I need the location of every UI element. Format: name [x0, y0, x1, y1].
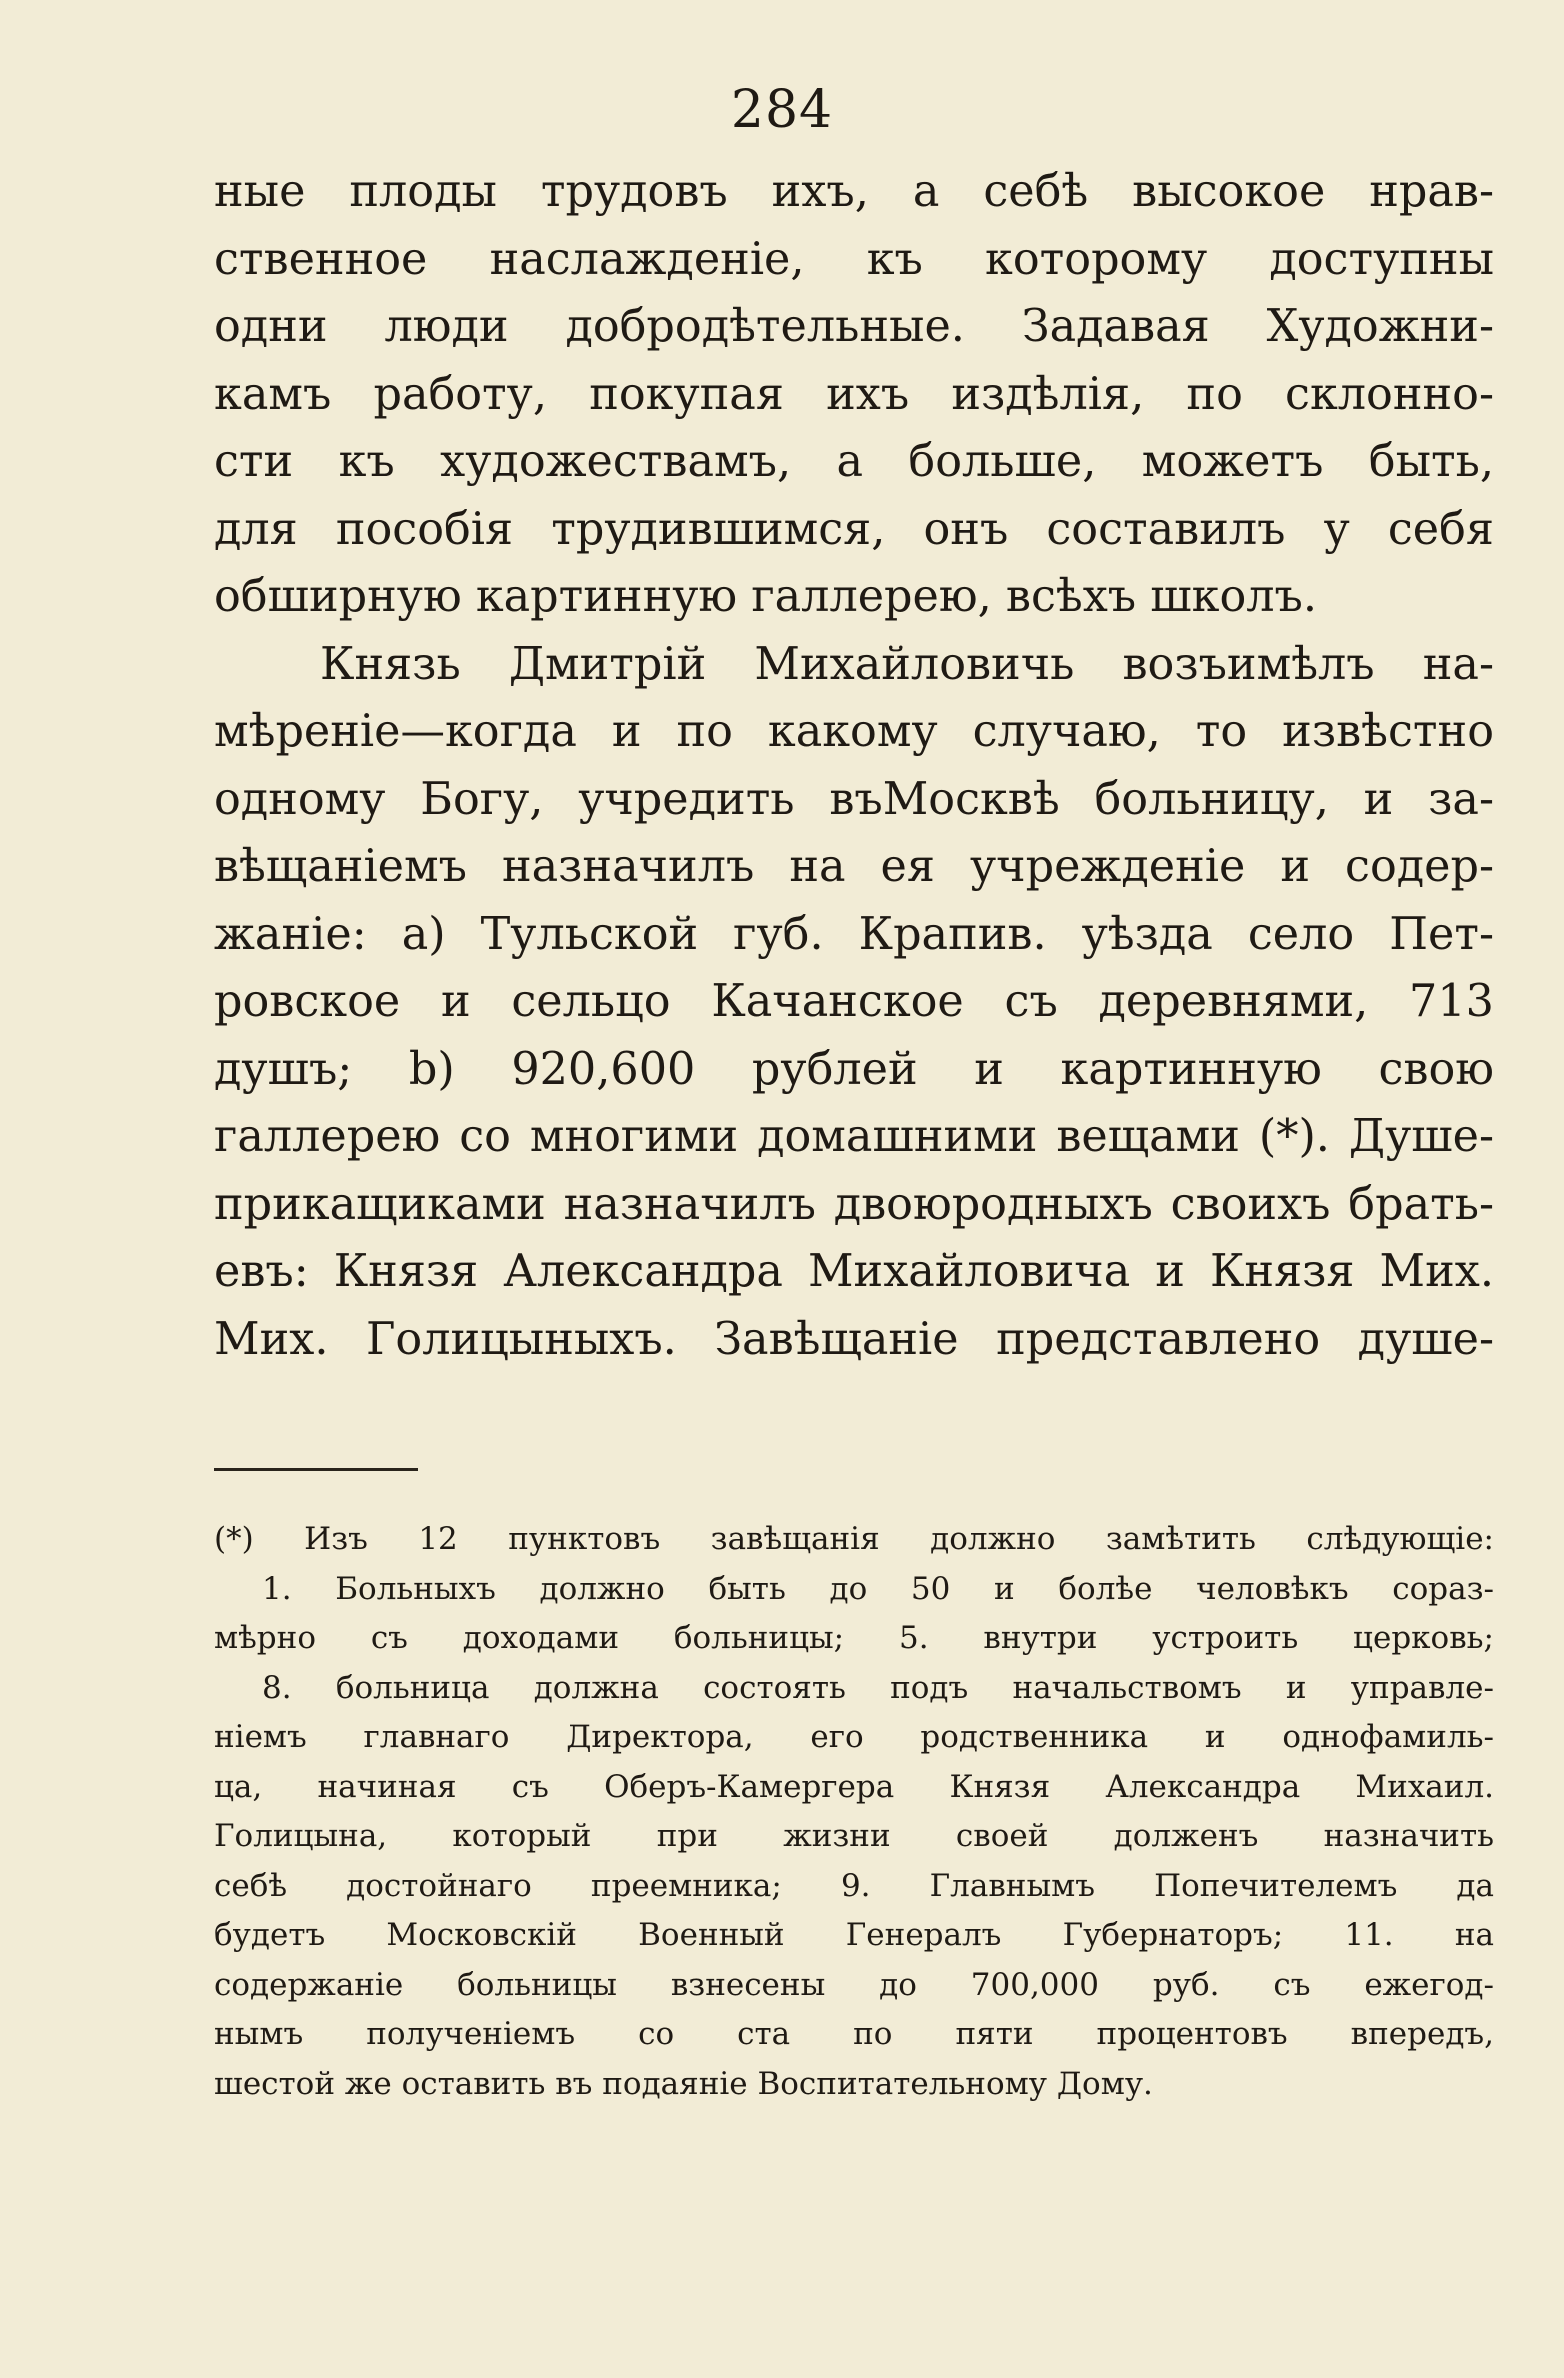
text-line: одни люди добродѣтельные. Задавая Художни-: [214, 301, 1494, 352]
footnote-line: нымъ полученіемъ со ста по пяти процентовъ впередъ,: [214, 2016, 1494, 2052]
page-number: 284: [730, 80, 834, 140]
text-line: Мих. Голицыныхъ. Завѣщаніе представлено душе-: [214, 1313, 1494, 1365]
text-line: ственное наслажденіе, къ которому доступны: [214, 233, 1494, 285]
text-line: жаніе: a) Тульской губ. Крапив. уѣзда село Пет-: [214, 908, 1494, 960]
footnote-line: (*) Изъ 12 пунктовъ завѣщанія должно замѣтить слѣдующіе:: [214, 1521, 1494, 1557]
footnote-block: [214, 1515, 1494, 2109]
text-line: ровское и сельцо Качанское съ деревнями, 713: [214, 976, 1494, 1027]
text-line: ные плоды трудовъ ихъ, а себѣ высокое нрав-: [214, 166, 1494, 217]
footnote-separator: [214, 1468, 418, 1471]
text-line: вѣщаніемъ назначилъ на ея учрежденіе и содер-: [214, 841, 1494, 892]
footnote-line: 1. Больныхъ должно быть до 50 и болѣе человѣкъ сораз-: [262, 1570, 1494, 1607]
text-line: мѣреніе—когда и по какому случаю, то извѣстно: [214, 706, 1494, 757]
text-line: сти къ художествамъ, а больше, можетъ быть,: [214, 436, 1494, 487]
footnote-line: себѣ достойнаго преемника; 9. Главнымъ Попечителемъ да: [214, 1867, 1494, 1904]
footnote-line: содержаніе больницы взнесены до 700,000 руб. съ ежегод-: [214, 1966, 1494, 2003]
footnote-line: ніемъ главнаго Директора, его родственника и однофамиль-: [214, 1719, 1494, 1755]
footnote-line: Голицына, который при жизни своей долженъ назначить: [214, 1818, 1494, 1854]
text-line: для пособія трудившимся, онъ составилъ у себя: [214, 503, 1494, 555]
footnote-line: шестой же оставить въ подаяніе Воспитательному Дому.: [214, 2065, 1153, 2102]
footnote-line: 8. больница должна состоять подъ начальствомъ и управле-: [262, 1669, 1494, 1706]
text-line: душъ; b) 920,600 рублей и картинную свою: [214, 1043, 1494, 1095]
main-text-block: [214, 158, 1494, 1373]
footnote-line: будетъ Московскій Военный Генералъ Губернаторъ; 11. на: [214, 1917, 1494, 1953]
text-line: евъ: Князя Александра Михайловича и Князя Мих.: [214, 1246, 1494, 1297]
text-line: камъ работу, покупая ихъ издѣлія, по склонно-: [214, 368, 1494, 420]
text-line: прикащиками назначилъ двоюродныхъ своихъ брать-: [214, 1178, 1494, 1230]
footnote-line: ца, начиная съ Оберъ-Камергера Князя Александра Михаил.: [214, 1768, 1494, 1805]
text-line: обширную картинную галлерею, всѣхъ школъ.: [214, 571, 1317, 622]
text-line: галлерею со многими домашними вещами (*). Душе-: [214, 1111, 1494, 1162]
text-line: одному Богу, учредить въМосквѣ больницу, и за-: [214, 773, 1494, 825]
paragraph-start-line: Князь Дмитрій Михайловичь возъимѣлъ на-: [320, 638, 1494, 690]
footnote-line: мѣрно съ доходами больницы; 5. внутри устроить церковь;: [214, 1620, 1494, 1656]
